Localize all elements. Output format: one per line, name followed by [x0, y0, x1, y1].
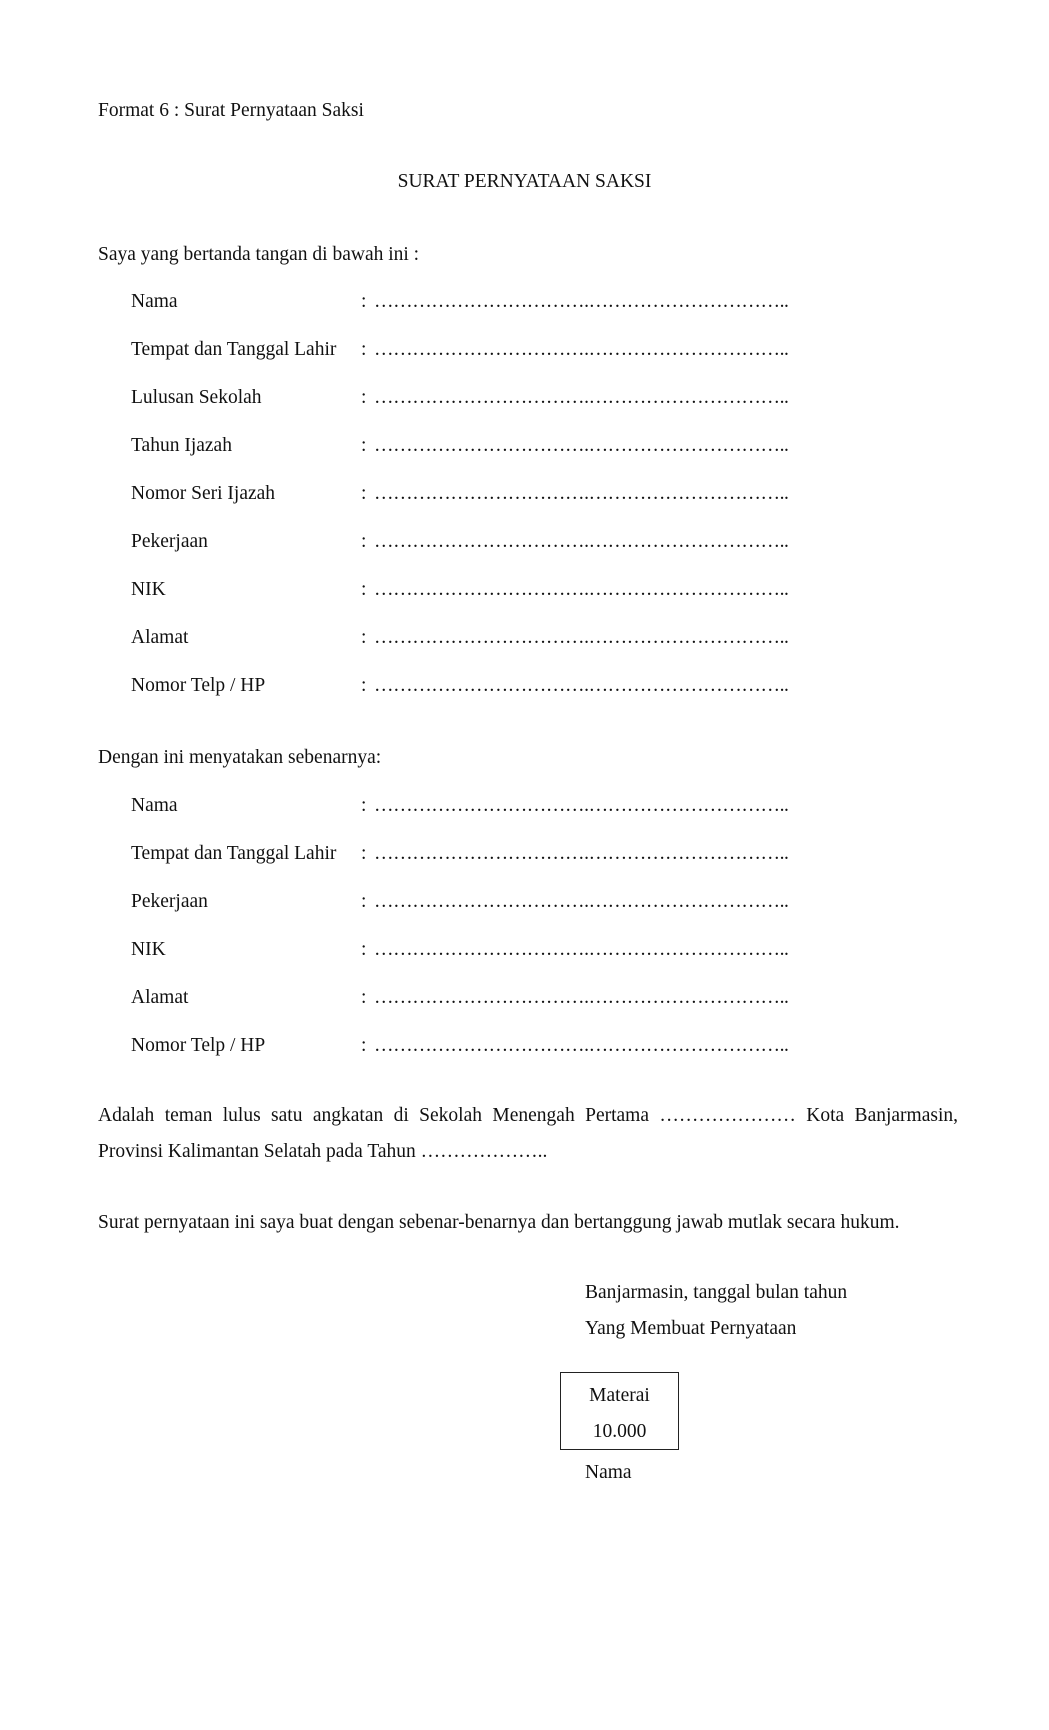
field-separator: :	[361, 1035, 367, 1056]
stamp-value: 10.000	[592, 1421, 647, 1442]
field-blank-line[interactable]: …………………………….…………………………..	[374, 483, 789, 504]
field-separator: :	[361, 435, 367, 456]
section1-intro: Saya yang bertanda tangan di bawah ini :	[98, 244, 420, 265]
statement-line-2: Provinsi Kalimantan Selatah pada Tahun ………………..	[98, 1141, 548, 1162]
stamp-label: Materai	[589, 1385, 650, 1406]
field-label: Nomor Seri Ijazah	[131, 483, 276, 504]
field-blank-line[interactable]: …………………………….…………………………..	[374, 291, 789, 312]
closing-statement: Surat pernyataan ini saya buat dengan sebenar-benarnya dan bertanggung jawab mutlak secara hukum.	[98, 1212, 900, 1233]
field-blank-line[interactable]: …………………………….…………………………..	[374, 987, 789, 1008]
field-label: NIK	[131, 579, 166, 600]
field-label: Tempat dan Tanggal Lahir	[131, 843, 337, 864]
field-separator: :	[361, 843, 367, 864]
field-label: Nomor Telp / HP	[131, 1035, 266, 1056]
signature-place-date: Banjarmasin, tanggal bulan tahun	[585, 1282, 848, 1303]
field-blank-line[interactable]: …………………………….…………………………..	[374, 939, 789, 960]
field-label: NIK	[131, 939, 166, 960]
field-label: Tahun Ijazah	[131, 435, 232, 456]
field-separator: :	[361, 675, 367, 696]
field-blank-line[interactable]: …………………………….…………………………..	[374, 675, 789, 696]
field-separator: :	[361, 291, 367, 312]
field-blank-line[interactable]: …………………………….…………………………..	[374, 435, 789, 456]
field-label: Alamat	[131, 627, 189, 648]
field-separator: :	[361, 987, 367, 1008]
field-label: Lulusan Sekolah	[131, 387, 262, 408]
field-label: Nama	[131, 291, 178, 312]
field-separator: :	[361, 483, 367, 504]
field-label: Nomor Telp / HP	[131, 675, 266, 696]
field-separator: :	[361, 579, 367, 600]
stamp-duty-box	[560, 1372, 679, 1450]
field-separator: :	[361, 891, 367, 912]
field-separator: :	[361, 387, 367, 408]
field-separator: :	[361, 339, 367, 360]
signatory-name: Nama	[585, 1462, 632, 1483]
field-blank-line[interactable]: …………………………….…………………………..	[374, 531, 789, 552]
field-blank-line[interactable]: …………………………….…………………………..	[374, 795, 789, 816]
field-blank-line[interactable]: …………………………….…………………………..	[374, 1035, 789, 1056]
page-title: SURAT PERNYATAAN SAKSI	[397, 171, 652, 192]
section2-intro: Dengan ini menyatakan sebenarnya:	[98, 747, 382, 768]
field-separator: :	[361, 531, 367, 552]
field-label: Nama	[131, 795, 178, 816]
field-blank-line[interactable]: …………………………….…………………………..	[374, 627, 789, 648]
field-separator: :	[361, 939, 367, 960]
statement-line-1: Adalah teman lulus satu angkatan di Sekolah Menengah Pertama ………………… Kota Banjarmasin,	[98, 1105, 958, 1126]
field-blank-line[interactable]: …………………………….…………………………..	[374, 843, 789, 864]
field-blank-line[interactable]: …………………………….…………………………..	[374, 339, 789, 360]
field-blank-line[interactable]: …………………………….…………………………..	[374, 579, 789, 600]
field-label: Pekerjaan	[131, 891, 208, 912]
field-separator: :	[361, 627, 367, 648]
field-blank-line[interactable]: …………………………….…………………………..	[374, 387, 789, 408]
field-blank-line[interactable]: …………………………….…………………………..	[374, 891, 789, 912]
field-label: Pekerjaan	[131, 531, 208, 552]
signature-role: Yang Membuat Pernyataan	[585, 1318, 797, 1339]
field-label: Tempat dan Tanggal Lahir	[131, 339, 337, 360]
field-separator: :	[361, 795, 367, 816]
format-label: Format 6 : Surat Pernyataan Saksi	[98, 100, 364, 121]
field-label: Alamat	[131, 987, 189, 1008]
